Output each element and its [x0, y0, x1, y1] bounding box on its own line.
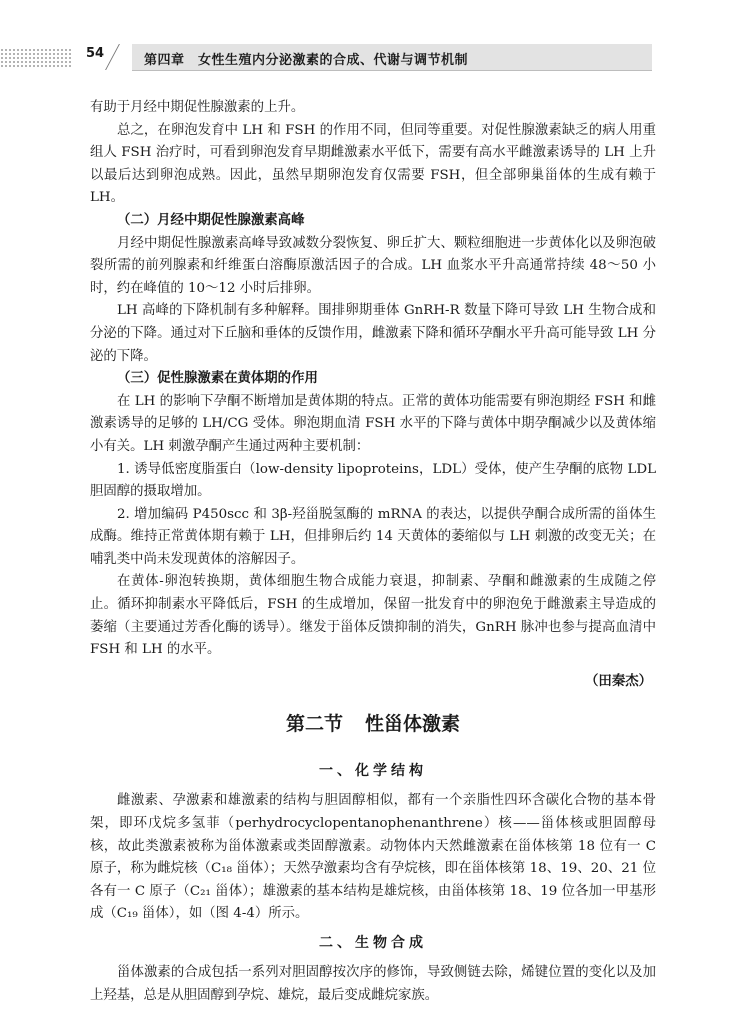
- page-header: [0, 40, 750, 76]
- heading-biosynthesis: 二、生物合成: [319, 935, 427, 951]
- heading-chemical-structure: 一、化学结构: [319, 763, 427, 780]
- list-item: 2. 增加编码 P450scc 和 3β-羟甾脱氢酶的 mRNA 的表达，以提供孕酮合成所需的甾体生成酶。维持正常黄体期有赖于 LH，但排卵后约 14 天黄体的萎缩似与 LH 刺激的改变无关；在哺乳类中尚未发现黄体的溶解因子。: [90, 506, 656, 567]
- chapter-title: 第四章 女性生殖内分泌激素的合成、代谢与调节机制: [144, 53, 469, 68]
- paragraph: LH 高峰的下降机制有多种解释。围排卵期垂体 GnRH-R 数量下降可导致 LH 生物合成和分泌的下降。通过对下丘脑和垂体的反馈作用，雌激素下降和循环孕酮水平升高可能导致 LH 分泌的下降。: [90, 303, 656, 364]
- section-heading: [90, 710, 656, 738]
- subheading-midcycle-peak: （二）月经中期促性腺激素高峰: [117, 212, 305, 228]
- paragraph: 有助于月经中期促性腺激素的上升。: [90, 100, 305, 115]
- paragraph: 月经中期促性腺激素高峰导致减数分裂恢复、卵丘扩大、颗粒细胞进一步黄体化以及卵泡破裂所需的前列腺素和纤维蛋白溶酶原激活因子的合成。LH 血浆水平升高通常持续 48～50 小时，约在峰值的 10～12 小时后排卵。: [90, 235, 656, 296]
- paragraph: 甾体激素的合成包括一系列对胆固醇按次序的修饰，导致侧链去除，烯键位置的变化以及加上羟基，总是从胆固醇到孕烷、雄烷，最后变成雌烷家族。: [90, 965, 656, 1003]
- subheading-luteal-phase: （三）促性腺激素在黄体期的作用: [117, 371, 318, 387]
- page-body: [90, 97, 656, 1007]
- section-title: 性甾体激素: [365, 713, 461, 736]
- author-credit: （田秦杰）: [585, 673, 652, 689]
- paragraph: 在黄体-卵泡转换期，黄体细胞生物合成能力衰退，抑制素、孕酮和雌激素的生成随之停止。循环抑制素水平降低后，FSH 的生成增加，保留一批发育中的卵泡免于雌激素主导造成的萎缩（主要通过芳香化酶的诱导）。继发于甾体反馈抑制的消失，GnRH 脉冲也参与提高血清中 FSH 和 LH 的水平。: [90, 574, 656, 658]
- paragraph: 总之，在卵泡发育中 LH 和 FSH 的作用不同，但同等重要。对促性腺激素缺乏的病人用重组人 FSH 治疗时，可看到卵泡发育早期雌激素水平低下，需要有高水平雌激素诱导的 LH 上升以最后达到卵泡成熟。因此，虽然早期卵泡发育仅需要 FSH，但全部卵巢甾体的生成有赖于 LH。: [90, 122, 656, 206]
- header-dot-pattern: [0, 48, 72, 68]
- paragraph: 在 LH 的影响下孕酮不断增加是黄体期的特点。正常的黄体功能需要有卵泡期经 FSH 和雌激素诱导的足够的 LH/CG 受体。卵泡期血清 FSH 水平的下降与黄体中期孕酮减少以及黄体缩小有关。LH 刺激孕酮产生通过两种主要机制：: [90, 393, 656, 454]
- paragraph: 雌激素、孕激素和雄激素的结构与胆固醇相似，都有一个亲脂性四环含碳化合物的基本骨架，即环戊烷多氢菲（perhydrocyclopentanophenanthrene）核——甾体核或胆固醇母核，故此类激素被称为甾体激素或类固醇激素。动物体内天然雌激素在甾体核第 18 位有一 C 原子，称为雌烷核（C₁₈ 甾体）；天然孕激素均含有孕烷核，即在甾体核第 18、19、20、21 位各有一 C 原子（C₂₁ 甾体）；雄激素的基本结构是雄烷核，由甾体核第 18、19 位各加一甲基形成（C₁₉ 甾体），如（图 4-4）所示。: [90, 793, 656, 922]
- page-number: 54: [86, 46, 105, 61]
- list-item: 1. 诱导低密度脂蛋白（low-density lipoproteins，LDL）受体，使产生孕酮的底物 LDL 胆固醇的摄取增加。: [90, 461, 656, 500]
- section-number: 第二节: [285, 713, 343, 736]
